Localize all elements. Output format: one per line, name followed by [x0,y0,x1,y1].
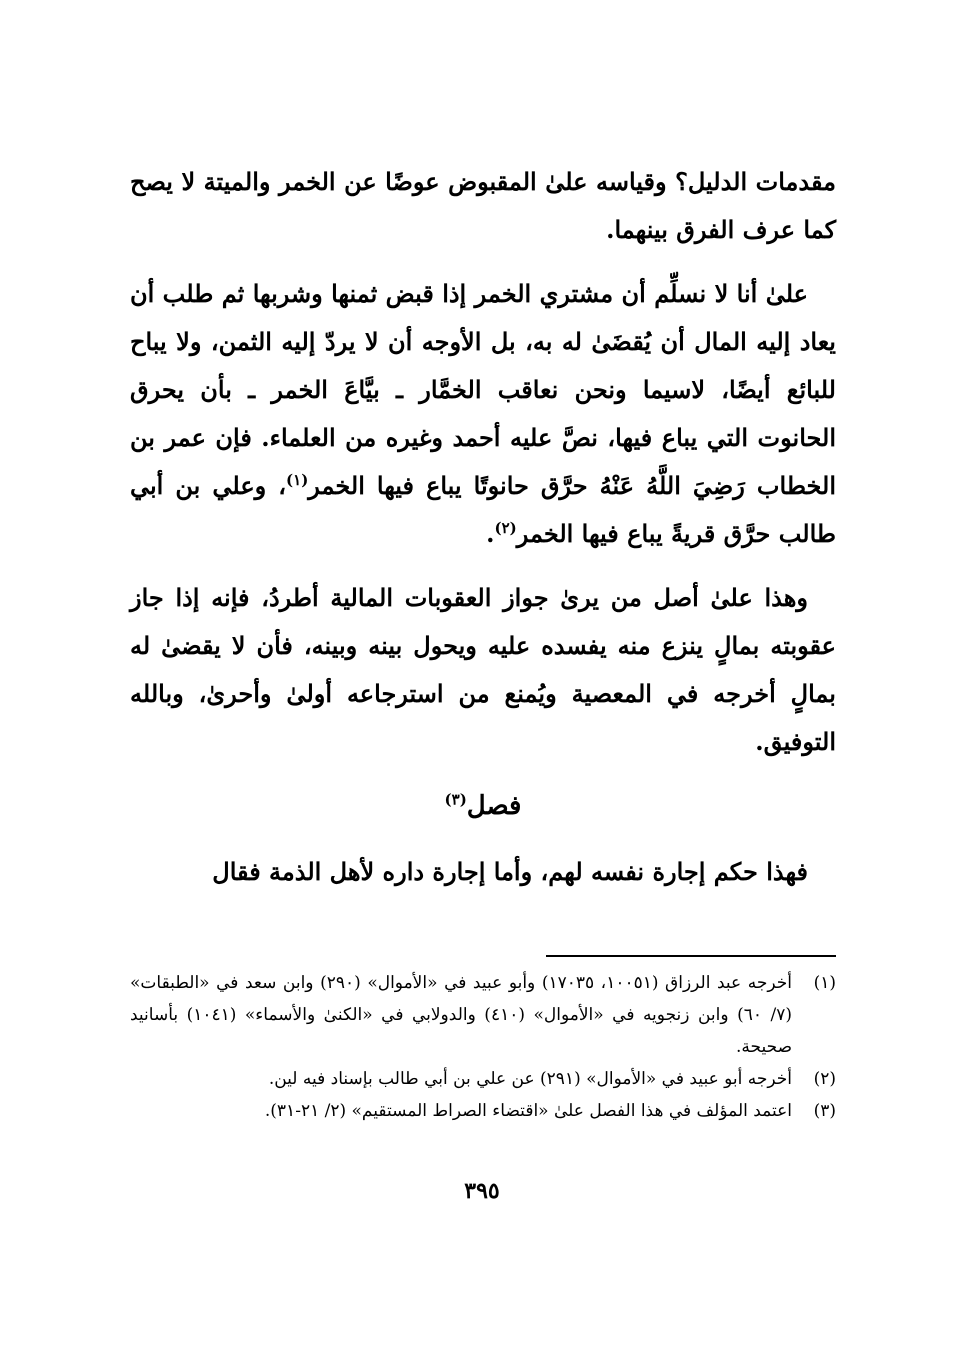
paragraph-2-part-c: . [486,519,495,548]
footnote-1-number: (١) [813,973,836,993]
footnote-separator [546,955,836,957]
paragraph-2-part-b: ، وعلي بن أبي طالب حرَّق قريةً يباع فيها الخمر [130,471,836,548]
section-heading [130,782,836,830]
footnote-2-number: (٢) [813,1069,836,1089]
section-heading-text: فصل [466,791,522,821]
page-number: ٣٩٥ [464,1178,500,1204]
paragraph-2 [130,270,836,558]
footnote-ref-1[interactable]: (١) [286,471,309,489]
footnote-3-text: اعتمد المؤلف في هذا الفصل علىٰ «اقتضاء الصراط المستقيم» (٢/ ٢١-٣١). [264,1101,792,1121]
main-text [130,158,836,912]
footnote-ref-2[interactable]: (٢) [494,519,517,537]
paragraph-3: وهذا علىٰ أصل من يرىٰ جواز العقوبات المالية أطردُ، فإنه إذا جاز عقوبته بمالٍ ينزع منه يفسده عليه ويحول بينه وبينه، فأن لا يقضىٰ له بمالٍ أخرجه في المعصية ويُمنع من استرجاعه أولىٰ وأحرىٰ، وبالله التوفيق. [130,583,836,756]
paragraph-2-part-a: علىٰ أنا لا نسلِّم أن مشتري الخمر إذا قبض ثمنها وشربها ثم طلب أن يعاد إليه المال أن يُقضَىٰ له به، بل الأوجه أن لا يردّ إليه الثمن، ولا يباح للبائع أيضًا، لاسيما ونحن نعاقب الخمَّار ـ بيَّاعَ الخمر ـ بأن يحرق الحانوت التي يباع فيها، نصَّ عليه أحمد وغيره من العلماء. فإن عمر بن الخطاب رَضِيَ اللَّهُ عَنْهُ حرَّق حانوتًا يباع فيها الخمر [130,279,836,500]
footnote-3 [130,1095,836,1127]
footnote-2 [130,1063,836,1095]
footnote-1-text: أخرجه عبد الرزاق (١٠٠٥١، ١٧٠٣٥) وأبو عبيد في «الأموال» (٢٩٠) وابن سعد في «الطبقات» (٧/ ٦٠) وابن زنجويه في «الأموال» (٤١٠) والدولابي في «الكنىٰ والأسماء» (١٠٤١) بأسانيد صحيحة. [130,973,793,1057]
footnote-3-number: (٣) [813,1101,836,1121]
footnote-2-text: أخرجه أبو عبيد في «الأموال» (٢٩١) عن علي بن أبي طالب بإسناد فيه لين. [268,1069,792,1089]
paragraph-4: فهذا حكم إجارة نفسه لهم، وأما إجارة داره لأهل الذمة فقال [212,857,808,886]
footnotes-section [130,955,836,1127]
footnote-ref-3[interactable]: (٣) [444,790,467,809]
paragraph-1: مقدمات الدليل؟ وقياسه علىٰ المقبوض عوضًا عن الخمر والميتة لا يصح كما عرف الفرق بينهما. [130,167,836,244]
footnote-1 [130,967,836,1063]
